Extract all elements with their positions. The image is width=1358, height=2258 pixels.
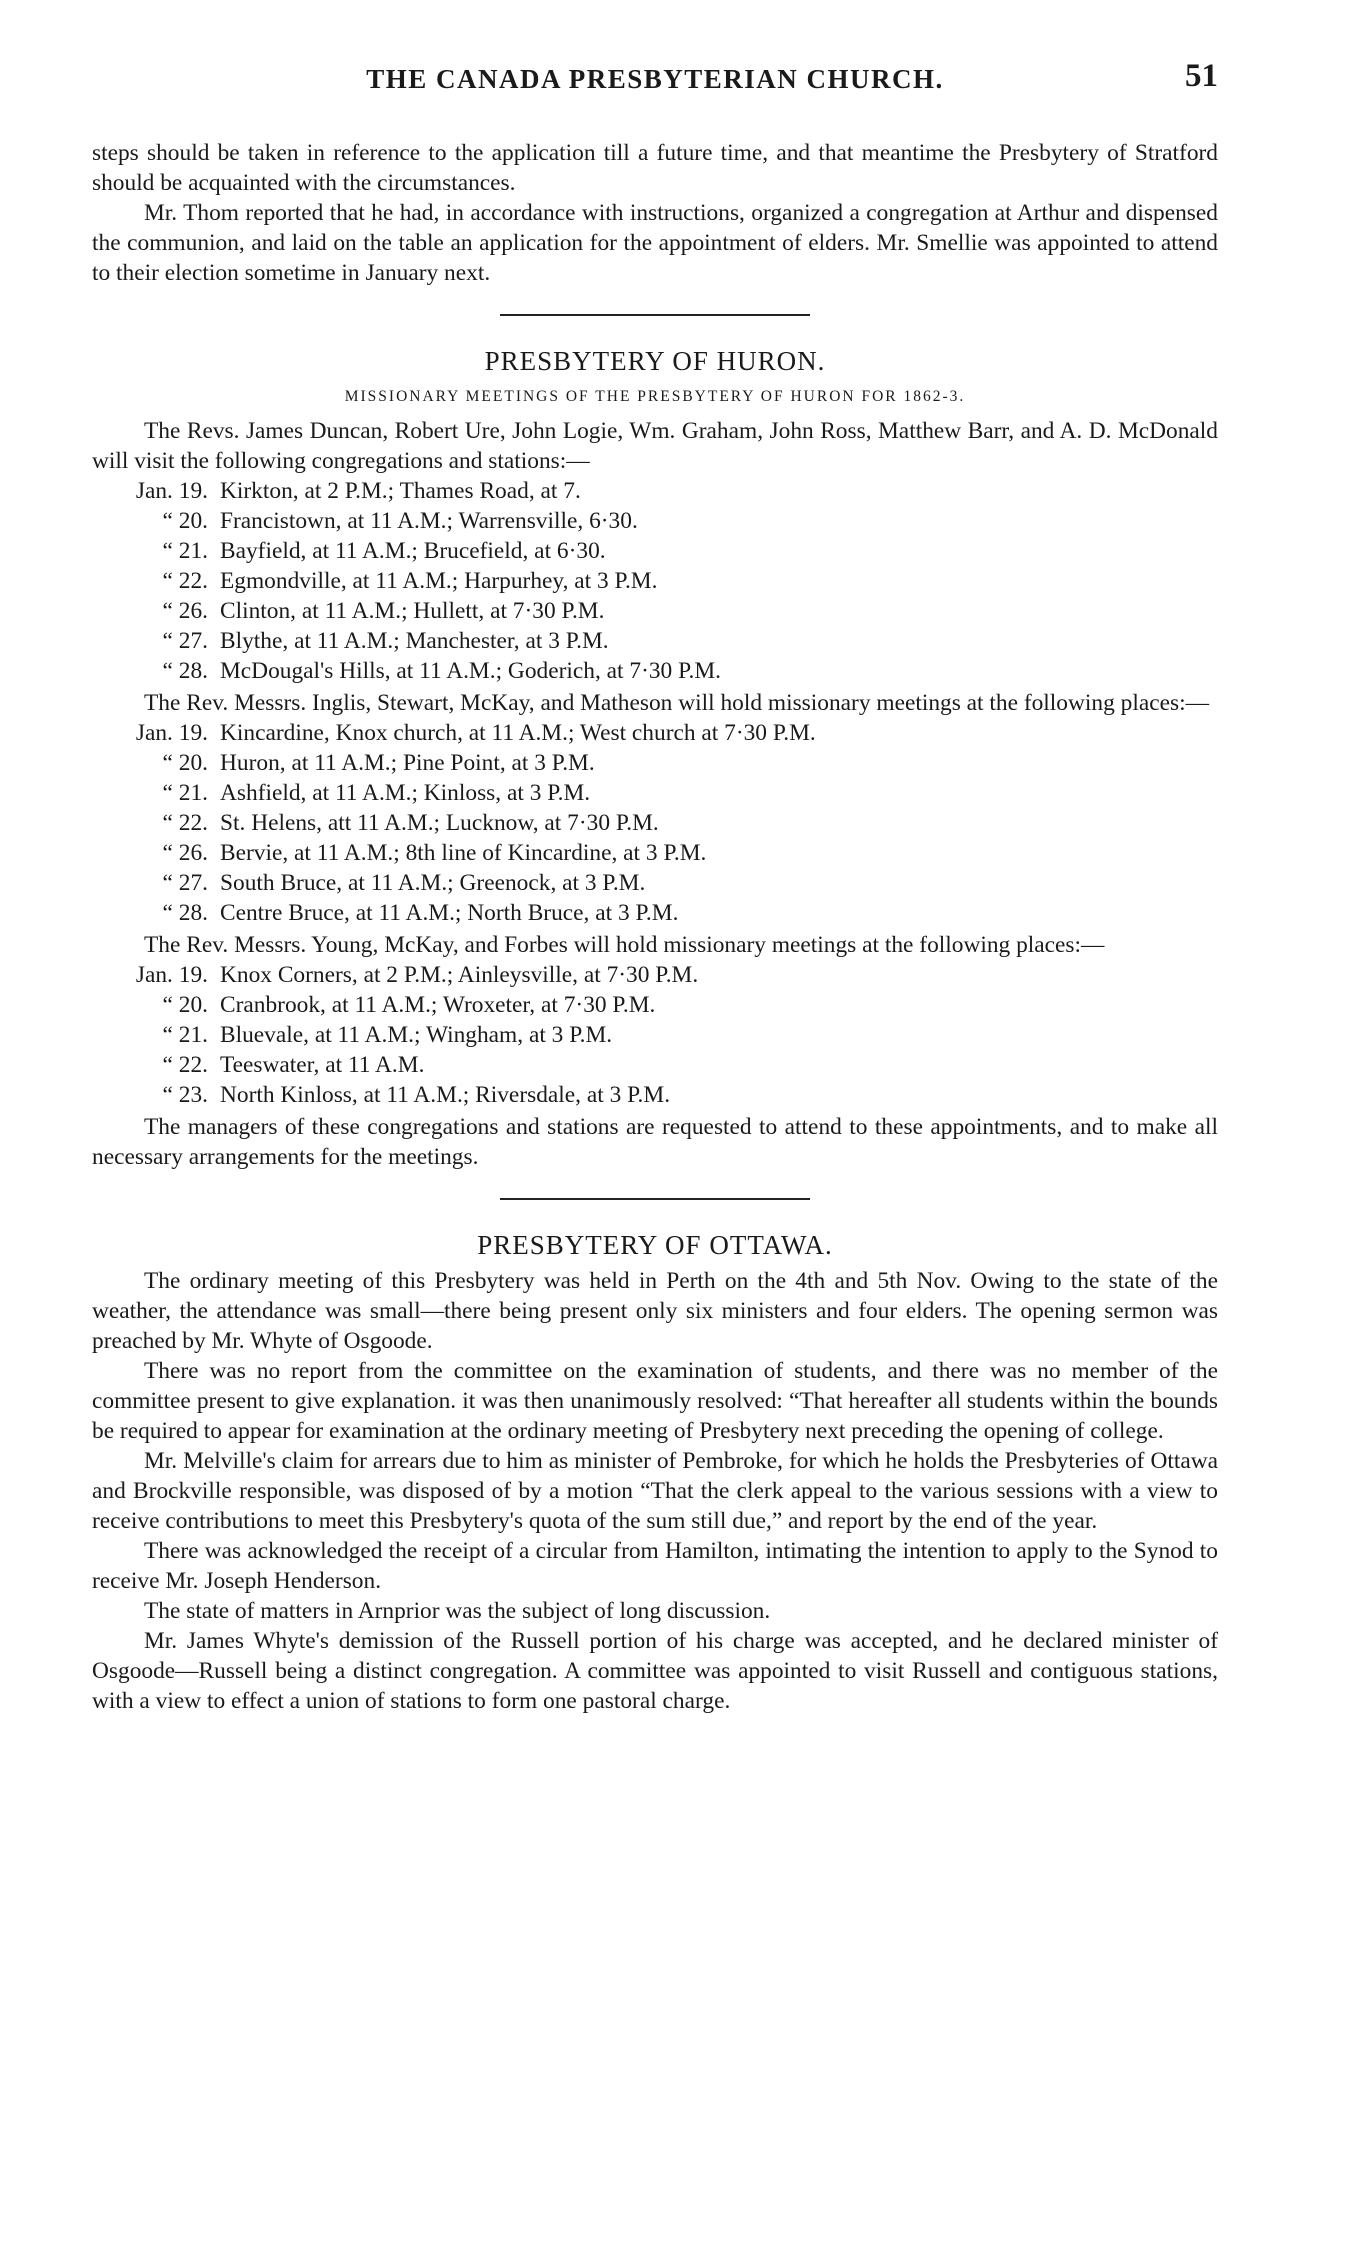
entry-text: Blythe, at 11 A.M.; Manchester, at 3 P.M. xyxy=(220,628,609,654)
entry-text: Huron, at 11 A.M.; Pine Point, at 3 P.M. xyxy=(220,750,595,776)
entry-text: Kirkton, at 2 P.M.; Thames Road, at 7. xyxy=(220,478,581,504)
ottawa-paragraph-1: The ordinary meeting of this Presbytery was held in Perth on the 4th and 5th Nov. Owing to the state of the weather, the attendance was small—there being present only six ministers and four elders. The opening sermon was preached by Mr. Whyte of Osgoode. xyxy=(92,1268,1218,1354)
section-divider xyxy=(500,1198,810,1200)
entry-date: “ 22. xyxy=(162,810,208,836)
entry-text: Bayfield, at 11 A.M.; Brucefield, at 6·30. xyxy=(220,538,606,564)
entry-text: South Bruce, at 11 A.M.; Greenock, at 3 P.M. xyxy=(220,870,646,896)
ottawa-paragraph-5: The state of matters in Arnprior was the subject of long discussion. xyxy=(144,1598,771,1624)
entry-date: “ 27. xyxy=(162,870,208,896)
entry-date: “ 28. xyxy=(162,900,208,926)
entry-text: Clinton, at 11 A.M.; Hullett, at 7·30 P.M. xyxy=(220,598,605,624)
entry-text: St. Helens, att 11 A.M.; Lucknow, at 7·30 P.M. xyxy=(220,810,659,836)
entry-date: “ 22. xyxy=(162,568,208,594)
entry-text: Teeswater, at 11 A.M. xyxy=(220,1052,425,1078)
page-number: 51 xyxy=(1185,58,1218,94)
schedule-entry xyxy=(92,1020,1218,1050)
entry-date: “ 26. xyxy=(162,598,208,624)
entry-text: Francistown, at 11 A.M.; Warrensville, 6·30. xyxy=(220,508,638,534)
huron-subheading: MISSIONARY MEETINGS OF THE PRESBYTERY OF HURON FOR 1862-3. xyxy=(344,388,966,405)
ottawa-paragraph-3: Mr. Melville's claim for arrears due to him as minister of Pembroke, for which he holds the Presbyteries of Ottawa and Brockville responsible, was disposed of by a motion “That the clerk appeal to the various sessions with a view to receive contributions to meet this Presbytery's quota of the sum still due,” and report by the end of the year. xyxy=(92,1448,1218,1534)
entry-text: Centre Bruce, at 11 A.M.; North Bruce, at 3 P.M. xyxy=(220,900,679,926)
schedule-entry xyxy=(92,1080,1218,1110)
entry-text: Bervie, at 11 A.M.; 8th line of Kincardine, at 3 P.M. xyxy=(220,840,707,866)
huron-heading: PRESBYTERY OF HURON. xyxy=(484,346,826,376)
schedule-entry xyxy=(92,626,1218,656)
entry-text: Egmondville, at 11 A.M.; Harpurhey, at 3 P.M. xyxy=(220,568,658,594)
entry-date: “ 27. xyxy=(162,628,208,654)
schedule-entry xyxy=(92,566,1218,596)
entry-text: Kincardine, Knox church, at 11 A.M.; West church at 7·30 P.M. xyxy=(220,720,816,746)
entry-date: Jan. 19. xyxy=(135,478,208,504)
ottawa-heading: PRESBYTERY OF OTTAWA. xyxy=(477,1230,833,1260)
entry-date: “ 28. xyxy=(162,658,208,684)
entry-text: Cranbrook, at 11 A.M.; Wroxeter, at 7·30 P.M. xyxy=(220,992,656,1018)
entry-date: Jan. 19. xyxy=(135,720,208,746)
schedule-entry xyxy=(92,596,1218,626)
entry-text: North Kinloss, at 11 A.M.; Riversdale, at 3 P.M. xyxy=(220,1082,671,1108)
entry-date: Jan. 19. xyxy=(135,962,208,988)
huron-group3-schedule xyxy=(92,960,1218,1110)
ottawa-paragraph-6: Mr. James Whyte's demission of the Russell portion of his charge was accepted, and he declared minister of Osgoode—Russell being a distinct congregation. A committee was appointed to visit Russell and contiguous stations, with a view to effect a union of stations to form one pastoral charge. xyxy=(92,1628,1218,1714)
schedule-entry xyxy=(92,748,1218,778)
page-header xyxy=(92,58,1218,104)
huron-group1-intro: The Revs. James Duncan, Robert Ure, John Logie, Wm. Graham, John Ross, Matthew Barr, and A. D. McDonald will visit the following congregations and stations:— xyxy=(92,418,1218,474)
entry-date: “ 20. xyxy=(162,992,208,1018)
schedule-entry xyxy=(92,808,1218,838)
huron-closing: The managers of these congregations and stations are requested to attend to these appointments, and to make all necessary arrangements for the meetings. xyxy=(92,1114,1218,1170)
intro-paragraph-2: Mr. Thom reported that he had, in accordance with instructions, organized a congregation at Arthur and dispensed the communion, and laid on the table an application for the appointment of elders. Mr. Smellie was appointed to attend to their election sometime in January next. xyxy=(92,200,1218,286)
entry-date: “ 22. xyxy=(162,1052,208,1078)
schedule-entry xyxy=(92,960,1218,990)
schedule-entry xyxy=(92,778,1218,808)
schedule-entry xyxy=(92,718,1218,748)
schedule-entry xyxy=(92,990,1218,1020)
entry-date: “ 23. xyxy=(162,1082,208,1108)
entry-date: “ 21. xyxy=(162,1022,208,1048)
ottawa-paragraph-2: There was no report from the committee on the examination of students, and there was no member of the committee present to give explanation. it was then unanimously resolved: “That hereafter all students within the bounds be required to appear for examination at the ordinary meeting of Presbytery next preceding the opening of college. xyxy=(92,1358,1218,1444)
huron-group2-schedule xyxy=(92,718,1218,928)
entry-text: Ashfield, at 11 A.M.; Kinloss, at 3 P.M. xyxy=(220,780,591,806)
entry-date: “ 26. xyxy=(162,840,208,866)
intro-paragraph-1: steps should be taken in reference to the application till a future time, and that meantime the Presbytery of Stratford should be acquainted with the circumstances. xyxy=(92,140,1218,196)
huron-group3-intro: The Rev. Messrs. Young, McKay, and Forbes will hold missionary meetings at the following places:— xyxy=(144,932,1105,958)
ottawa-paragraph-4: There was acknowledged the receipt of a circular from Hamilton, intimating the intention to apply to the Synod to receive Mr. Joseph Henderson. xyxy=(92,1538,1218,1594)
schedule-entry xyxy=(92,838,1218,868)
entry-text: Bluevale, at 11 A.M.; Wingham, at 3 P.M. xyxy=(220,1022,613,1048)
entry-date: “ 20. xyxy=(162,750,208,776)
schedule-entry xyxy=(92,656,1218,686)
schedule-entry xyxy=(92,506,1218,536)
huron-group2-intro: The Rev. Messrs. Inglis, Stewart, McKay, and Matheson will hold missionary meetings at the following places:— xyxy=(144,690,1209,716)
entry-text: Knox Corners, at 2 P.M.; Ainleysville, at 7·30 P.M. xyxy=(220,962,699,988)
entry-date: “ 21. xyxy=(162,780,208,806)
entry-text: McDougal's Hills, at 11 A.M.; Goderich, at 7·30 P.M. xyxy=(220,658,722,684)
page-body xyxy=(92,138,1218,1716)
huron-group1-schedule xyxy=(92,476,1218,686)
entry-date: “ 20. xyxy=(162,508,208,534)
schedule-entry xyxy=(92,1050,1218,1080)
schedule-entry xyxy=(92,476,1218,506)
schedule-entry xyxy=(92,898,1218,928)
schedule-entry xyxy=(92,536,1218,566)
entry-date: “ 21. xyxy=(162,538,208,564)
section-divider xyxy=(500,314,810,316)
running-title: THE CANADA PRESBYTERIAN CHURCH. xyxy=(366,64,944,94)
schedule-entry xyxy=(92,868,1218,898)
